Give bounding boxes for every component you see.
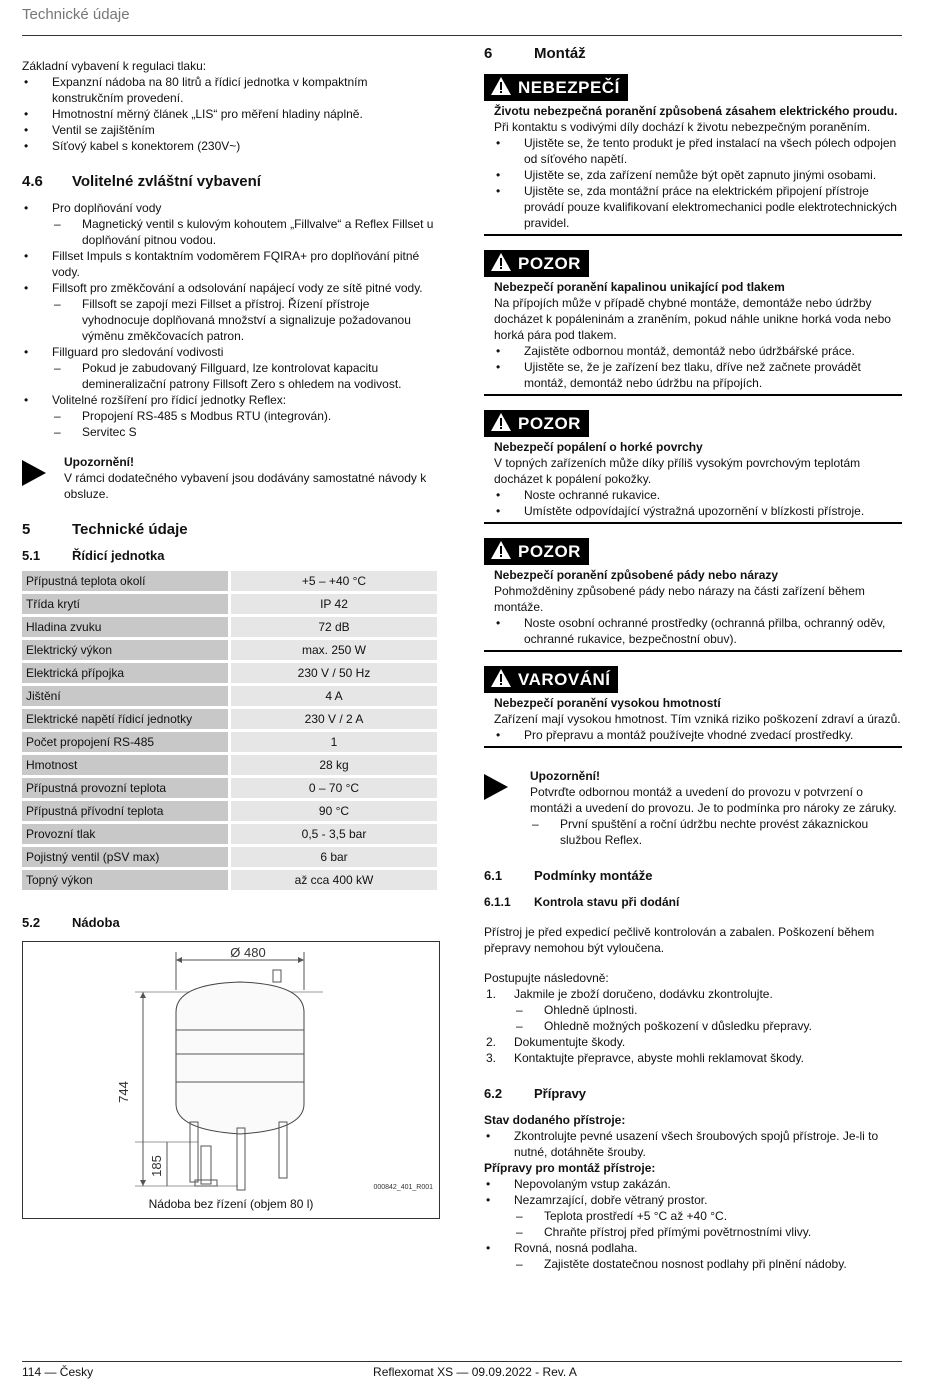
warning-badge — [484, 250, 589, 277]
preparations-list — [484, 1176, 902, 1272]
section-heading-6-2 — [484, 1086, 902, 1102]
warning-label: NEBEZPEČÍ — [518, 78, 620, 97]
delivery-state-list — [484, 1128, 902, 1160]
note-title: Upozornění! — [64, 455, 134, 469]
page-header: Technické údaje — [22, 6, 130, 23]
table-row — [22, 663, 437, 683]
list-item: • Pro přepravu a montáž používejte vhodné zvedací prostředky. — [494, 727, 902, 743]
section-number: 5.2 — [22, 915, 41, 930]
warning-label: POZOR — [518, 542, 581, 561]
list-item — [484, 1240, 902, 1272]
list-item: • Umístěte odpovídající výstražná upozornění v blízkosti přístroje. — [494, 503, 902, 519]
warning-triangle-icon — [490, 540, 512, 560]
list-item-text: Fillsoft pro změkčování a odsolování napájecí vody ze sítě pitné vody. — [52, 281, 423, 295]
warning-heavy-weight — [484, 666, 902, 748]
sub-list-item: – První spuštění a roční údržbu nechte provést zákaznickou službou Reflex. — [530, 816, 902, 848]
table-row — [22, 778, 437, 798]
sub-list-item: – Propojení RS-485 s Modbus RTU (integrován). — [52, 408, 440, 424]
list-item-text: Pro doplňování vody — [52, 201, 162, 215]
list-item: • Hmotnostní měrný článek „LIS“ pro měření hladiny náplně. — [22, 106, 440, 122]
list-item: • Ventil se zajištěním — [22, 122, 440, 138]
note-block — [484, 768, 902, 848]
spec-value: 230 V / 50 Hz — [231, 663, 437, 683]
right-column — [484, 46, 902, 1272]
section-number: 6.2 — [484, 1086, 503, 1101]
table-row — [22, 640, 437, 660]
warning-body — [484, 103, 902, 231]
sub-list-item: – Chraňte přístroj před přímými povětrnostními vlivy. — [514, 1224, 902, 1240]
spec-key: Provozní tlak — [22, 824, 228, 844]
warning-badge — [484, 74, 628, 101]
footer-page-number: 114 — Česky — [22, 1365, 94, 1379]
warning-badge — [484, 666, 618, 693]
sub-list-item: – Pokud je zabudovaný Fillguard, lze kontrolovat kapacitu demineralizační patrony Fillsoft Zero s ohledem na vodivost. — [52, 360, 440, 392]
basic-equipment-list — [22, 74, 440, 154]
sub-list-item: – Zajistěte dostatečnou nosnost podlahy při plnění nádoby. — [514, 1256, 902, 1272]
note-text: Potvrďte odbornou montáž a uvedení do provozu v potvrzení o montáži a uvedení do provozu. Je to podmínka pro nároky ze záruky. — [530, 785, 897, 815]
list-item: 3. Kontaktujte přepravce, abyste mohli reklamovat škody. — [486, 1051, 804, 1065]
list-item: • Expanzní nádoba na 80 litrů a řídicí jednotka v kompaktním konstrukčním provedení. — [22, 74, 440, 106]
section-title: Nádoba — [72, 915, 120, 930]
section-heading-5-1 — [22, 548, 440, 564]
warning-title: Nebezpečí poranění kapalinou unikající pod tlakem — [494, 280, 785, 294]
warning-label: POZOR — [518, 254, 581, 273]
warning-badge — [484, 538, 589, 565]
table-row — [22, 870, 437, 890]
list-item: • Síťový kabel s konektorem (230V~) — [22, 138, 440, 154]
table-row — [22, 594, 437, 614]
warning-triangle-icon — [490, 668, 512, 688]
warning-body — [484, 695, 902, 743]
spec-key: Elektrické napětí řídicí jednotky — [22, 709, 228, 729]
spec-value: 4 A — [231, 686, 437, 706]
arrow-right-icon — [298, 957, 304, 963]
spec-value: 90 °C — [231, 801, 437, 821]
bottom-connection — [201, 1146, 211, 1184]
warning-text: Zařízení mají vysokou hmotnost. Tím vzniká riziko poškození zdraví a úrazů. — [494, 712, 901, 726]
list-item: • Ujistěte se, zda montážní práce na elektrickém připojení přístroje provádí pouze kvalifikovaní elektromechanici podle elektrotechnických pravidel. — [494, 183, 902, 231]
spec-table — [19, 568, 440, 893]
footer-document-info: Reflexomat XS — 09.09.2022 - Rev. A — [373, 1365, 577, 1379]
arrow-down-icon — [140, 1180, 146, 1186]
warning-text: Pohmožděniny způsobené pády nebo nárazy na části zařízení během montáže. — [494, 584, 865, 614]
warning-triangle-icon — [490, 412, 512, 432]
section-title: Podmínky montáže — [534, 868, 653, 883]
section-title: Volitelné zvláštní vybavení — [72, 173, 261, 190]
spec-key: Hladina zvuku — [22, 617, 228, 637]
note-block — [22, 454, 440, 502]
spec-key: Elektrický výkon — [22, 640, 228, 660]
list-item: • Zkontrolujte pevné usazení všech šroubových spojů přístroje. Je-li to nutné, dotáhněte šrouby. — [484, 1128, 902, 1160]
spec-key: Elektrická přípojka — [22, 663, 228, 683]
spec-key: Přípustná přívodní teplota — [22, 801, 228, 821]
spec-key: Přípustná teplota okolí — [22, 571, 228, 591]
section-number: 6.1 — [484, 868, 503, 883]
figure-code: 000842_401_R001 — [373, 1184, 433, 1191]
table-row — [22, 709, 437, 729]
list-item-text: Fillguard pro sledování vodivosti — [52, 345, 224, 359]
header-rule — [22, 35, 902, 36]
section-title: Přípravy — [534, 1086, 587, 1101]
section-heading-6 — [484, 46, 902, 62]
warning-title: Nebezpečí poranění způsobené pády nebo nárazy — [494, 568, 779, 582]
vessel-figure — [22, 941, 440, 1219]
list-item-text: Volitelné rozšíření pro řídicí jednotky Reflex: — [52, 393, 287, 407]
sub-list-item: – Teplota prostředí +5 °C až +40 °C. — [514, 1208, 902, 1224]
section-title: Montáž — [534, 45, 586, 62]
list-item — [22, 280, 440, 344]
table-row — [22, 617, 437, 637]
spec-key: Přípustná provozní teplota — [22, 778, 228, 798]
arrow-right-icon — [22, 460, 46, 486]
subheading-preparations: Přípravy pro montáž přístroje: — [484, 1161, 656, 1175]
basic-equipment-intro: Základní vybavení k regulaci tlaku: — [22, 59, 207, 73]
spec-value: 28 kg — [231, 755, 437, 775]
warning-title: Nebezpečí poranění vysokou hmotností — [494, 696, 721, 710]
section-title: Řídicí jednotka — [72, 548, 165, 563]
list-item: • Nepovolaným vstup zakázán. — [484, 1176, 902, 1192]
spec-value: 0,5 - 3,5 bar — [231, 824, 437, 844]
list-item: • Ujistěte se, že tento produkt je před instalací na všech pólech odpojen od síťového napětí. — [494, 135, 902, 167]
warning-caution-falls — [484, 538, 902, 652]
warning-triangle-icon — [490, 76, 512, 96]
warning-list — [494, 727, 902, 743]
sub-list — [52, 216, 440, 248]
warning-title: Životu nebezpečná poranění způsobená zásahem elektrického proudu. — [494, 104, 898, 118]
section-number: 6.1.1 — [484, 895, 511, 909]
section-heading-4-6 — [22, 174, 440, 190]
subheading-delivery-state: Stav dodaného přístroje: — [484, 1113, 626, 1127]
note-sub-list — [530, 816, 902, 848]
warning-list — [494, 135, 902, 231]
section-number: 6 — [484, 45, 493, 62]
list-item: 1. Jakmile je zboží doručeno, dodávku zkontrolujte. – Ohledně úplnosti. – Ohledně možných poškození v důsledku přepravy. — [484, 986, 902, 1034]
spec-key: Topný výkon — [22, 870, 228, 890]
footer-rule — [22, 1361, 902, 1362]
warning-list — [494, 487, 902, 519]
list-item: • Ujistěte se, že je zařízení bez tlaku, dříve než začnete provádět montáž, demontáž nebo údržbu na přípojích. — [494, 359, 902, 391]
spec-value: +5 – +40 °C — [231, 571, 437, 591]
warning-title: Nebezpečí popálení o horké povrchy — [494, 440, 703, 454]
section-title: Kontrola stavu při dodání — [534, 895, 680, 909]
section-heading-5 — [22, 522, 440, 538]
warning-caution-hot-surface — [484, 410, 902, 524]
sub-list — [514, 1256, 902, 1272]
dimension-diameter-label: Ø 480 — [230, 945, 266, 960]
warning-label: VAROVÁNÍ — [518, 670, 611, 689]
step-text: Jakmile je zboží doručeno, dodávku zkontrolujte. — [514, 987, 773, 1001]
warning-body — [484, 567, 902, 647]
table-row — [22, 732, 437, 752]
warning-body — [484, 439, 902, 519]
table-row — [22, 801, 437, 821]
sub-list-item: – Ohledně možných poškození v důsledku přepravy. — [514, 1018, 902, 1034]
vessel-leg — [279, 1122, 287, 1178]
spec-key: Jištění — [22, 686, 228, 706]
spec-key: Pojistný ventil (pSV max) — [22, 847, 228, 867]
sub-list — [52, 360, 440, 392]
section-heading-6-1 — [484, 868, 902, 884]
list-item: 2. Dokumentujte škody. — [486, 1035, 626, 1049]
section-title: Technické údaje — [72, 521, 188, 538]
table-row — [22, 686, 437, 706]
spec-value: 230 V / 2 A — [231, 709, 437, 729]
note-title: Upozornění! — [530, 769, 600, 783]
section-heading-5-2 — [22, 915, 440, 931]
list-item — [22, 392, 440, 440]
table-row — [22, 571, 437, 591]
list-item: • Fillset Impuls s kontaktním vodoměrem FQIRA+ pro doplňování pitné vody. — [22, 248, 440, 280]
table-row — [22, 824, 437, 844]
dimension-height-label: 744 — [116, 1081, 131, 1103]
list-item: • Noste ochranné rukavice. — [494, 487, 902, 503]
list-item: • Noste osobní ochranné prostředky (ochranná přilba, ochranný oděv, ochranné rukavice, bezpečnostní obuv). — [494, 615, 902, 647]
list-item-text: Nezamrzající, dobře větraný prostor. — [514, 1193, 708, 1207]
sub-list-item: – Fillsoft se zapojí mezi Fillset a přístroj. Řízení přístroje vyhodnocuje doplňovaná množství a signalizuje požadovanou výměnu změkčovacích patron. — [52, 296, 440, 344]
sub-list-item: – Magnetický ventil s kulovým kohoutem „Fillvalve“ a Reflex Fillset u doplňování pitnou vodou. — [52, 216, 440, 248]
spec-key: Třída krytí — [22, 594, 228, 614]
vessel-leg — [190, 1122, 198, 1182]
optional-equipment-list — [22, 200, 440, 440]
spec-value: max. 250 W — [231, 640, 437, 660]
sub-list — [514, 1002, 902, 1034]
sub-list — [52, 296, 440, 344]
section-number: 4.6 — [22, 173, 43, 190]
section-heading-6-1-1 — [484, 894, 902, 910]
warning-badge — [484, 410, 589, 437]
procedure-intro: Postupujte následovně: — [484, 971, 609, 985]
section-number: 5 — [22, 521, 31, 538]
sub-list — [514, 1208, 902, 1240]
arrow-left-icon — [176, 957, 182, 963]
list-item: • Ujistěte se, zda zařízení nemůže být opět zapnuto jinými osobami. — [494, 167, 902, 183]
spec-value: až cca 400 kW — [231, 870, 437, 890]
warning-text: Na přípojích může v případě chybné montáže, demontáže nebo údržby docházet k popáleninám a zraněním, pokud náhle unikne horká voda nebo horká pára pod tlakem. — [494, 296, 891, 342]
warning-triangle-icon — [490, 252, 512, 272]
spec-value: 6 bar — [231, 847, 437, 867]
note-text: V rámci dodatečného vybavení jsou dodávány samostatné návody k obsluze. — [64, 471, 427, 501]
arrow-up-icon — [140, 992, 146, 998]
vessel-drawing — [23, 942, 439, 1218]
spec-key: Hmotnost — [22, 755, 228, 775]
step-text: Kontaktujte přepravce, abyste mohli reklamovat škody. — [514, 1051, 804, 1065]
warning-text: V topných zařízeních může díky příliš vysokým povrchovým teplotám docházet k popálení pokožky. — [494, 456, 861, 486]
sub-list-item: – Ohledně úplnosti. — [514, 1002, 902, 1018]
paragraph: Přístroj je před expedicí pečlivě kontrolován a zabalen. Poškození během přepravy nemohou být vyloučena. — [484, 925, 875, 955]
sub-list — [52, 408, 440, 440]
section-number: 5.1 — [22, 548, 41, 563]
warning-danger-electric — [484, 74, 902, 236]
table-row — [22, 847, 437, 867]
procedure-steps — [484, 986, 902, 1066]
sub-list-item: – Servitec S — [52, 424, 440, 440]
top-fitting — [273, 970, 281, 982]
table-row — [22, 755, 437, 775]
warning-label: POZOR — [518, 414, 581, 433]
list-item — [22, 344, 440, 392]
warning-list — [494, 343, 902, 391]
warning-caution-pressure — [484, 250, 902, 396]
warning-text: Při kontaktu s vodivými díly dochází k životu nebezpečným poraněním. — [494, 120, 871, 134]
dimension-foot-label: 185 — [149, 1155, 164, 1177]
warning-list — [494, 615, 902, 647]
spec-value: 1 — [231, 732, 437, 752]
vessel-leg — [237, 1128, 245, 1190]
left-column — [22, 58, 440, 1219]
spec-value: IP 42 — [231, 594, 437, 614]
list-item-text: Rovná, nosná podlaha. — [514, 1241, 638, 1255]
spec-key: Počet propojení RS-485 — [22, 732, 228, 752]
spec-value: 0 – 70 °C — [231, 778, 437, 798]
step-text: Dokumentujte škody. — [514, 1035, 626, 1049]
warning-body — [484, 279, 902, 391]
spec-value: 72 dB — [231, 617, 437, 637]
figure-caption: Nádoba bez řízení (objem 80 l) — [148, 1197, 314, 1211]
vessel-body — [176, 982, 304, 1134]
list-item — [484, 1192, 902, 1240]
list-item — [22, 200, 440, 248]
arrow-right-icon — [484, 774, 508, 800]
list-item: • Zajistěte odbornou montáž, demontáž nebo údržbářské práce. — [494, 343, 902, 359]
